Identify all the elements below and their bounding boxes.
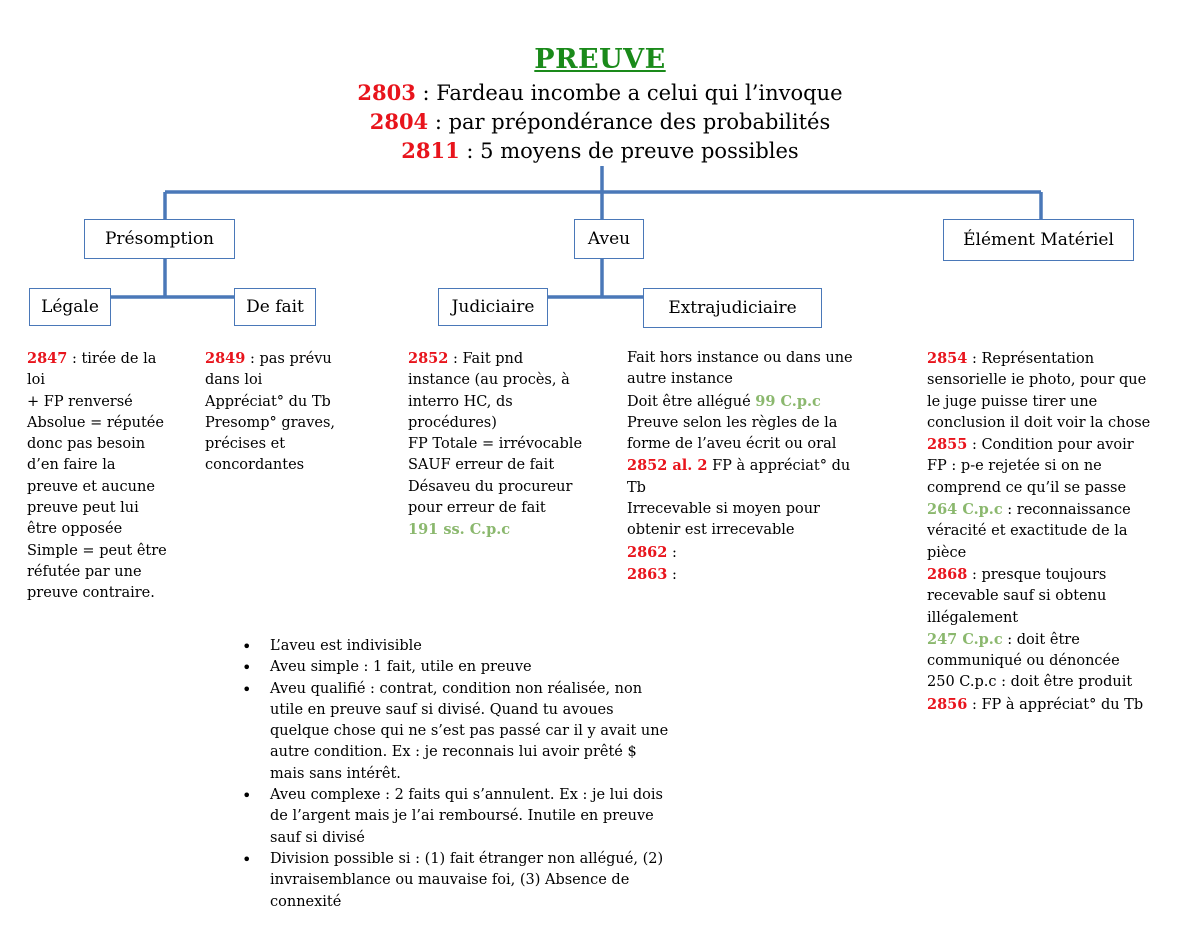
note-text: : <box>667 544 677 561</box>
note-line <box>27 583 167 604</box>
note-line <box>205 392 335 413</box>
note-text: : Fait pnd <box>448 351 524 367</box>
note-line <box>27 519 167 540</box>
box-extrajudiciaire: Extrajudiciaire <box>643 288 822 328</box>
notes-de-fait <box>205 348 335 477</box>
bullet-item: • Division possible si : (1) fait étranger non allégué, (2) invraisemblance ou mauvaise foi, (3) Absence de connexité <box>238 849 718 913</box>
article-ref: 2847 <box>27 350 68 367</box>
note-line <box>27 392 167 413</box>
code-ref: 99 C.p.c <box>755 392 821 410</box>
note-line <box>408 477 582 498</box>
note-line <box>627 455 853 477</box>
note-line <box>927 392 1150 413</box>
note-line <box>205 370 335 391</box>
note-text: conclusion il doit voir la chose <box>927 414 1151 431</box>
note-text: Preuve selon les règles de la <box>627 414 838 431</box>
note-line <box>927 521 1150 542</box>
notes-extrajudiciaire <box>627 348 853 586</box>
note-line <box>927 608 1150 629</box>
box-judiciaire: Judiciaire <box>438 288 548 326</box>
note-line <box>408 413 582 434</box>
article-ref: 2868 <box>927 565 968 583</box>
note-text: 250 C.p.c : doit être produit <box>927 674 1133 691</box>
article-ref: 2852 al. 2 <box>627 457 708 475</box>
note-text: preuve et aucune <box>27 478 155 495</box>
page-title: PREUVE <box>534 44 666 75</box>
article-number: 2804 <box>369 109 429 134</box>
note-text: FP à appréciat° du <box>707 458 851 475</box>
note-line <box>927 672 1150 693</box>
box-presomption: Présomption <box>84 219 235 259</box>
notes-judiciaire <box>408 348 582 542</box>
note-text: Tb <box>627 479 646 496</box>
note-line <box>927 499 1150 521</box>
note-text: donc pas besoin <box>27 436 146 453</box>
note-line <box>927 370 1150 391</box>
note-text: instance (au procès, à <box>408 372 570 389</box>
note-line <box>927 413 1150 434</box>
note-text: procédures) <box>408 414 497 431</box>
note-line <box>205 348 335 370</box>
article-ref: 2855 <box>927 436 968 454</box>
note-line <box>27 455 167 476</box>
note-line <box>927 478 1150 499</box>
note-text: preuve peut lui <box>27 500 139 517</box>
note-text: véracité et exactitude de la <box>927 523 1128 540</box>
note-text: d’en faire la <box>27 457 116 474</box>
note-line <box>627 478 853 499</box>
note-line <box>627 520 853 541</box>
note-line <box>927 694 1150 716</box>
article-ref: 2856 <box>927 695 968 713</box>
article-ref: 2849 <box>205 350 246 367</box>
note-line <box>27 348 167 370</box>
note-line <box>27 477 167 498</box>
note-text: : <box>667 566 677 583</box>
note-line <box>408 455 582 476</box>
note-text: Doit être allégué <box>627 393 756 410</box>
article-number: 2803 <box>357 80 416 105</box>
note-line <box>627 413 853 434</box>
code-ref: 191 ss. C.p.c <box>408 521 511 539</box>
note-line <box>408 370 582 391</box>
box-element-materiel: Élément Matériel <box>943 219 1134 261</box>
note-text: : Condition pour avoir <box>967 437 1134 454</box>
note-line <box>408 348 582 370</box>
note-text: autre instance <box>627 371 733 388</box>
note-line <box>27 413 167 434</box>
note-text: pour erreur de fait <box>408 500 546 517</box>
code-ref: 264 C.p.c <box>927 501 1003 519</box>
note-text: obtenir est irrecevable <box>627 522 795 539</box>
bullet-item: • Aveu simple : 1 fait, utile en preuve <box>238 657 718 678</box>
note-line <box>27 434 167 455</box>
note-line <box>27 498 167 519</box>
notes-legale <box>27 348 167 605</box>
note-text: recevable sauf si obtenu <box>927 588 1107 605</box>
note-line <box>627 369 853 390</box>
note-line <box>627 348 853 369</box>
note-text: communiqué ou dénoncée <box>927 653 1120 670</box>
note-text: : doit être <box>1002 631 1080 648</box>
note-line <box>627 499 853 520</box>
header-line-text: : Fardeau incombe a celui qui l’invoque <box>415 81 843 105</box>
note-text: forme de l’aveu écrit ou oral <box>627 436 837 453</box>
note-line <box>927 543 1150 564</box>
note-text: pièce <box>927 544 967 561</box>
note-text: : Représentation <box>967 351 1095 367</box>
note-text: loi <box>27 372 46 389</box>
note-line <box>927 434 1150 456</box>
note-text: : reconnaissance <box>1002 502 1131 519</box>
note-line <box>408 392 582 413</box>
note-text: : pas prévu <box>245 351 332 367</box>
note-line <box>627 434 853 455</box>
article-number: 2811 <box>401 138 460 163</box>
note-text: Appréciat° du Tb <box>205 393 331 410</box>
note-text: sensorielle ie photo, pour que <box>927 372 1147 389</box>
note-text: Fait hors instance ou dans une <box>627 350 853 366</box>
note-text: FP : p-e rejetée si on ne <box>927 458 1102 475</box>
note-line <box>27 541 167 562</box>
note-text: FP Totale = irrévocable <box>408 436 583 453</box>
note-line <box>627 542 853 564</box>
note-text: le juge puisse tirer une <box>927 393 1098 410</box>
note-line <box>27 562 167 583</box>
note-text: illégalement <box>927 609 1019 626</box>
note-line <box>408 519 582 541</box>
box-aveu: Aveu <box>574 219 644 259</box>
note-text: : tirée de la <box>67 351 157 367</box>
note-text: : FP à appréciat° du Tb <box>967 696 1144 713</box>
aveu-bullet-list <box>238 636 718 913</box>
note-line <box>408 434 582 455</box>
note-text: SAUF erreur de fait <box>408 457 555 474</box>
note-line <box>627 391 853 413</box>
note-line <box>408 498 582 519</box>
bullet-item: • Aveu complexe : 2 faits qui s’annulent. Ex : je lui dois de l’argent mais je l’ai remboursé. Inutile en preuve sauf si divisé <box>238 785 718 849</box>
note-line <box>27 370 167 391</box>
note-line <box>927 348 1150 370</box>
notes-element-materiel <box>927 348 1150 716</box>
note-line <box>927 564 1150 586</box>
note-text: interro HC, ds <box>408 393 513 410</box>
bullet-item: • L’aveu est indivisible <box>238 636 718 657</box>
note-text: réfutée par une <box>27 563 142 580</box>
note-text: preuve contraire. <box>27 585 155 602</box>
note-line <box>205 434 335 455</box>
note-text: être opposée <box>27 521 123 538</box>
note-text: Presomp° graves, <box>205 414 336 431</box>
note-text: précises et <box>205 436 286 453</box>
note-text: Absolue = réputée <box>27 414 164 431</box>
note-line <box>205 413 335 434</box>
code-ref: 247 C.p.c <box>927 630 1003 648</box>
note-line <box>927 586 1150 607</box>
note-line <box>627 564 853 586</box>
article-ref: 2852 <box>408 350 449 367</box>
note-line <box>927 456 1150 477</box>
note-text: Désaveu du procureur <box>408 478 573 495</box>
note-line <box>205 455 335 476</box>
note-line <box>927 651 1150 672</box>
header-line-text: : 5 moyens de preuve possibles <box>459 139 799 163</box>
box-de-fait: De fait <box>234 288 316 326</box>
article-ref: 2854 <box>927 350 968 367</box>
article-ref: 2862 <box>627 543 668 561</box>
note-text: : presque toujours <box>967 566 1107 583</box>
note-text: Irrecevable si moyen pour <box>627 501 820 518</box>
bullet-item: • Aveu qualifié : contrat, condition non réalisée, non utile en preuve sauf si divisé. Quand tu avoues quelque chose qui ne s’est pas passé car il y avait une autre condition. Ex : je reconnais lui avoir prêté $ mais sans intérêt. <box>238 679 718 785</box>
header-line-text: : par prépondérance des probabilités <box>428 110 831 134</box>
note-text: + FP renversé <box>27 393 133 410</box>
note-text: concordantes <box>205 457 305 474</box>
note-text: dans loi <box>205 372 263 389</box>
note-text: comprend ce qu’il se passe <box>927 479 1127 496</box>
note-line <box>927 629 1150 651</box>
box-legale: Légale <box>29 288 111 326</box>
note-text: Simple = peut être <box>27 542 167 559</box>
article-ref: 2863 <box>627 565 668 583</box>
